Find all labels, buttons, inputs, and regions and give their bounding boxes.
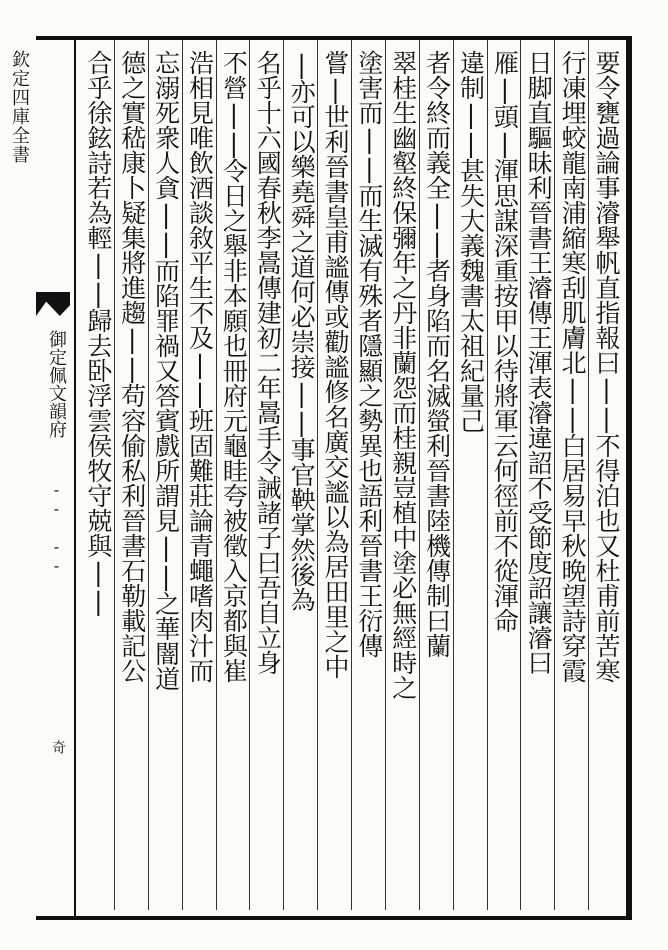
text-column: 嘗|世利晉書皇甫謐傳或勸謐修名廣交謐以為居田里之中 [321, 50, 350, 679]
text-column: 行凍埋蛟龍南浦縮寒刮肌膚北||白居易早秋晩望詩穿霞 [558, 50, 588, 683]
column-rule [148, 40, 149, 910]
text-column: 要令甕過論事濬舉帆直指報曰||不得泊也又杜甫前苦寒 [592, 50, 621, 683]
series-title: 欽定四庫全書 [9, 50, 30, 164]
column-rule [182, 40, 183, 910]
column-rule [520, 40, 521, 910]
column-rule [216, 40, 217, 910]
column-rule [249, 40, 250, 910]
column-rule [554, 40, 555, 910]
column-rule [283, 40, 284, 910]
text-column: 塗害而||而生滅有殊者隱顯之勢異也語利晉書王衍傳 [354, 50, 384, 658]
text-column: 翠桂生幽壑終保彌年之丹非蘭怨而桂親豈植中塗必無經時之 [388, 50, 418, 700]
text-column: |亦可以樂堯舜之道何必崇接||事官鞅掌然後為 [287, 50, 317, 612]
text-column: 不營||令日之舉非本願也冊府元龜眭夸被徵入京都與崔 [219, 50, 249, 683]
text-column: 名乎十六國春秋李暠傳建初二年暠手令誡諸子曰吾自立身 [253, 50, 283, 675]
text-column: 違制||甚失大義魏書太祖紀量己 [456, 50, 486, 433]
column-rule [487, 40, 488, 910]
text-column: 忘溺死衆人貪||而陷罪禍又答賓戲所謂見||之華闇道 [151, 50, 181, 691]
volume-dashes: -- -- [47, 480, 66, 575]
margin-rule [74, 36, 76, 916]
text-column: 德之實嵇康卜疑集將進趨||苟容偷私利晉書石勒載記公 [117, 50, 147, 683]
text-column: 日脚直驅昧利晉書王濬傳王渾表濬違詔不受節度詔讓濬曰 [524, 50, 554, 675]
column-rule [114, 40, 115, 910]
text-column: 浩相見唯飲酒談敘平生不及||班固難莊論青蠅嗜肉汁而 [185, 50, 215, 683]
text-column: 者令終而義全||者身陷而名滅螢利晉書陸機傳制曰蘭 [422, 50, 452, 658]
page-number: 奇 [50, 740, 66, 754]
book-title: 御定佩文韻府 [46, 330, 67, 438]
column-rule [588, 40, 589, 910]
column-rule [351, 40, 352, 910]
column-rule [453, 40, 454, 910]
column-rule [419, 40, 420, 910]
column-rule [317, 40, 318, 910]
text-column: 合乎徐鉉詩若為輕||歸去卧浮雲侯牧守兢與|| [83, 50, 113, 616]
column-rule [385, 40, 386, 910]
text-column: 雁|頭|渾思謀深重按甲以待將軍云何徑前不從渾命 [490, 50, 520, 633]
